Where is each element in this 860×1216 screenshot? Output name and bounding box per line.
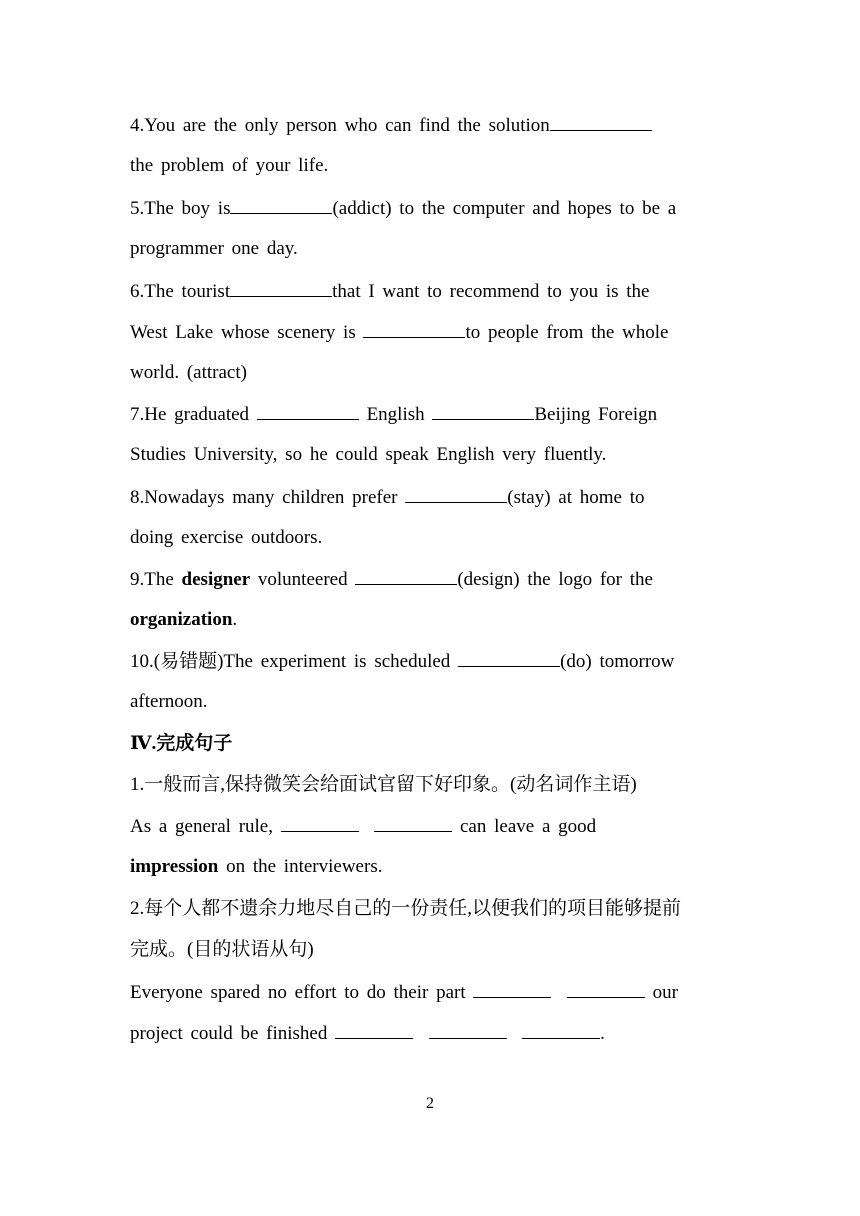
- question-4-text: 4.You are the only person who can find the solution: [130, 115, 550, 136]
- item-1-english-line-2: [130, 853, 725, 881]
- answer-blank[interactable]: [405, 483, 507, 503]
- answer-blank[interactable]: [567, 978, 645, 998]
- question-7-line-2: Studies University, so he could speak English very fluently.: [130, 444, 607, 465]
- question-5-text-tail: (addict) to the computer and hopes to be a: [332, 198, 677, 219]
- question-5-line-1: [130, 194, 725, 222]
- question-9-period: .: [232, 609, 238, 630]
- question-8-text-tail: (stay) at home to: [507, 487, 645, 508]
- question-6-text-tail: that I want to recommend to you is the: [332, 281, 650, 302]
- answer-blank[interactable]: [429, 1019, 507, 1039]
- answer-blank[interactable]: [550, 111, 652, 131]
- answer-blank[interactable]: [432, 400, 534, 420]
- item-2-english-line-1: [130, 978, 725, 1006]
- answer-blank[interactable]: [458, 647, 560, 667]
- question-6-line-3: world. (attract): [130, 362, 247, 383]
- page-number: 2: [426, 1095, 434, 1112]
- question-8-line-1: [130, 483, 725, 511]
- question-4-line-1: [130, 111, 725, 139]
- item-1-bold-word: impression: [130, 856, 219, 877]
- item-2-english-line-2: [130, 1019, 725, 1047]
- question-6-text-2: West Lake whose scenery is: [130, 322, 364, 343]
- item-1-chinese: 1.一般而言,保持微笑会给面试官留下好印象。(动名词作主语): [130, 774, 637, 795]
- question-9-bold-word: designer: [181, 569, 251, 590]
- question-9-bold-word-2: organization: [130, 609, 233, 630]
- answer-blank[interactable]: [230, 194, 332, 214]
- question-6-line-1: [130, 277, 725, 305]
- question-6-line-2: [130, 318, 725, 346]
- item-1-text: As a general rule,: [130, 816, 281, 837]
- answer-blank[interactable]: [522, 1019, 600, 1039]
- item-2-chinese-line-1: 2.每个人都不遗余力地尽自己的一份责任,以便我们的项目能够提前: [130, 898, 682, 919]
- answer-blank[interactable]: [335, 1019, 413, 1039]
- item-1-english-line-1: [130, 812, 725, 840]
- question-4-line-2: the problem of your life.: [130, 155, 329, 176]
- question-9-line-2: [130, 606, 725, 634]
- question-8-text: 8.Nowadays many children prefer: [130, 487, 406, 508]
- answer-blank[interactable]: [355, 565, 457, 585]
- item-2-text-2: project could be finished: [130, 1023, 336, 1044]
- item-2-text-tail: our: [644, 982, 678, 1003]
- answer-blank[interactable]: [473, 978, 551, 998]
- question-8-line-2: doing exercise outdoors.: [130, 527, 323, 548]
- question-7-text-tail: Beijing Foreign: [534, 404, 658, 425]
- item-1-text-end: on the interviewers.: [218, 856, 383, 877]
- question-10-text: 10.(易错题)The experiment is scheduled: [130, 651, 459, 672]
- answer-blank[interactable]: [230, 277, 332, 297]
- question-5-line-2: programmer one day.: [130, 238, 298, 259]
- section-heading: Ⅳ.完成句子: [130, 733, 233, 754]
- answer-blank[interactable]: [363, 318, 465, 338]
- answer-blank[interactable]: [374, 812, 452, 832]
- question-9-text: 9.The: [130, 569, 182, 590]
- item-2-period: .: [600, 1023, 605, 1044]
- item-2-chinese-line-2: 完成。(目的状语从句): [130, 939, 314, 960]
- item-1-text-tail: can leave a good: [452, 816, 597, 837]
- answer-blank[interactable]: [257, 400, 359, 420]
- answer-blank[interactable]: [281, 812, 359, 832]
- question-9-text-tail: (design) the logo for the: [457, 569, 653, 590]
- question-7-text: 7.He graduated: [130, 404, 257, 425]
- item-2-text: Everyone spared no effort to do their part: [130, 982, 474, 1003]
- question-5-text: 5.The boy is: [130, 198, 231, 219]
- question-10-text-tail: (do) tomorrow: [560, 651, 675, 672]
- question-7-text-mid: English: [358, 404, 433, 425]
- question-10-line-1: [130, 647, 725, 675]
- question-6-text: 6.The tourist: [130, 281, 231, 302]
- question-7-line-1: [130, 400, 725, 428]
- question-9-text-mid: volunteered: [250, 569, 356, 590]
- question-10-line-2: afternoon.: [130, 691, 208, 712]
- question-9-line-1: [130, 565, 725, 593]
- question-6-text-2-tail: to people from the whole: [465, 322, 669, 343]
